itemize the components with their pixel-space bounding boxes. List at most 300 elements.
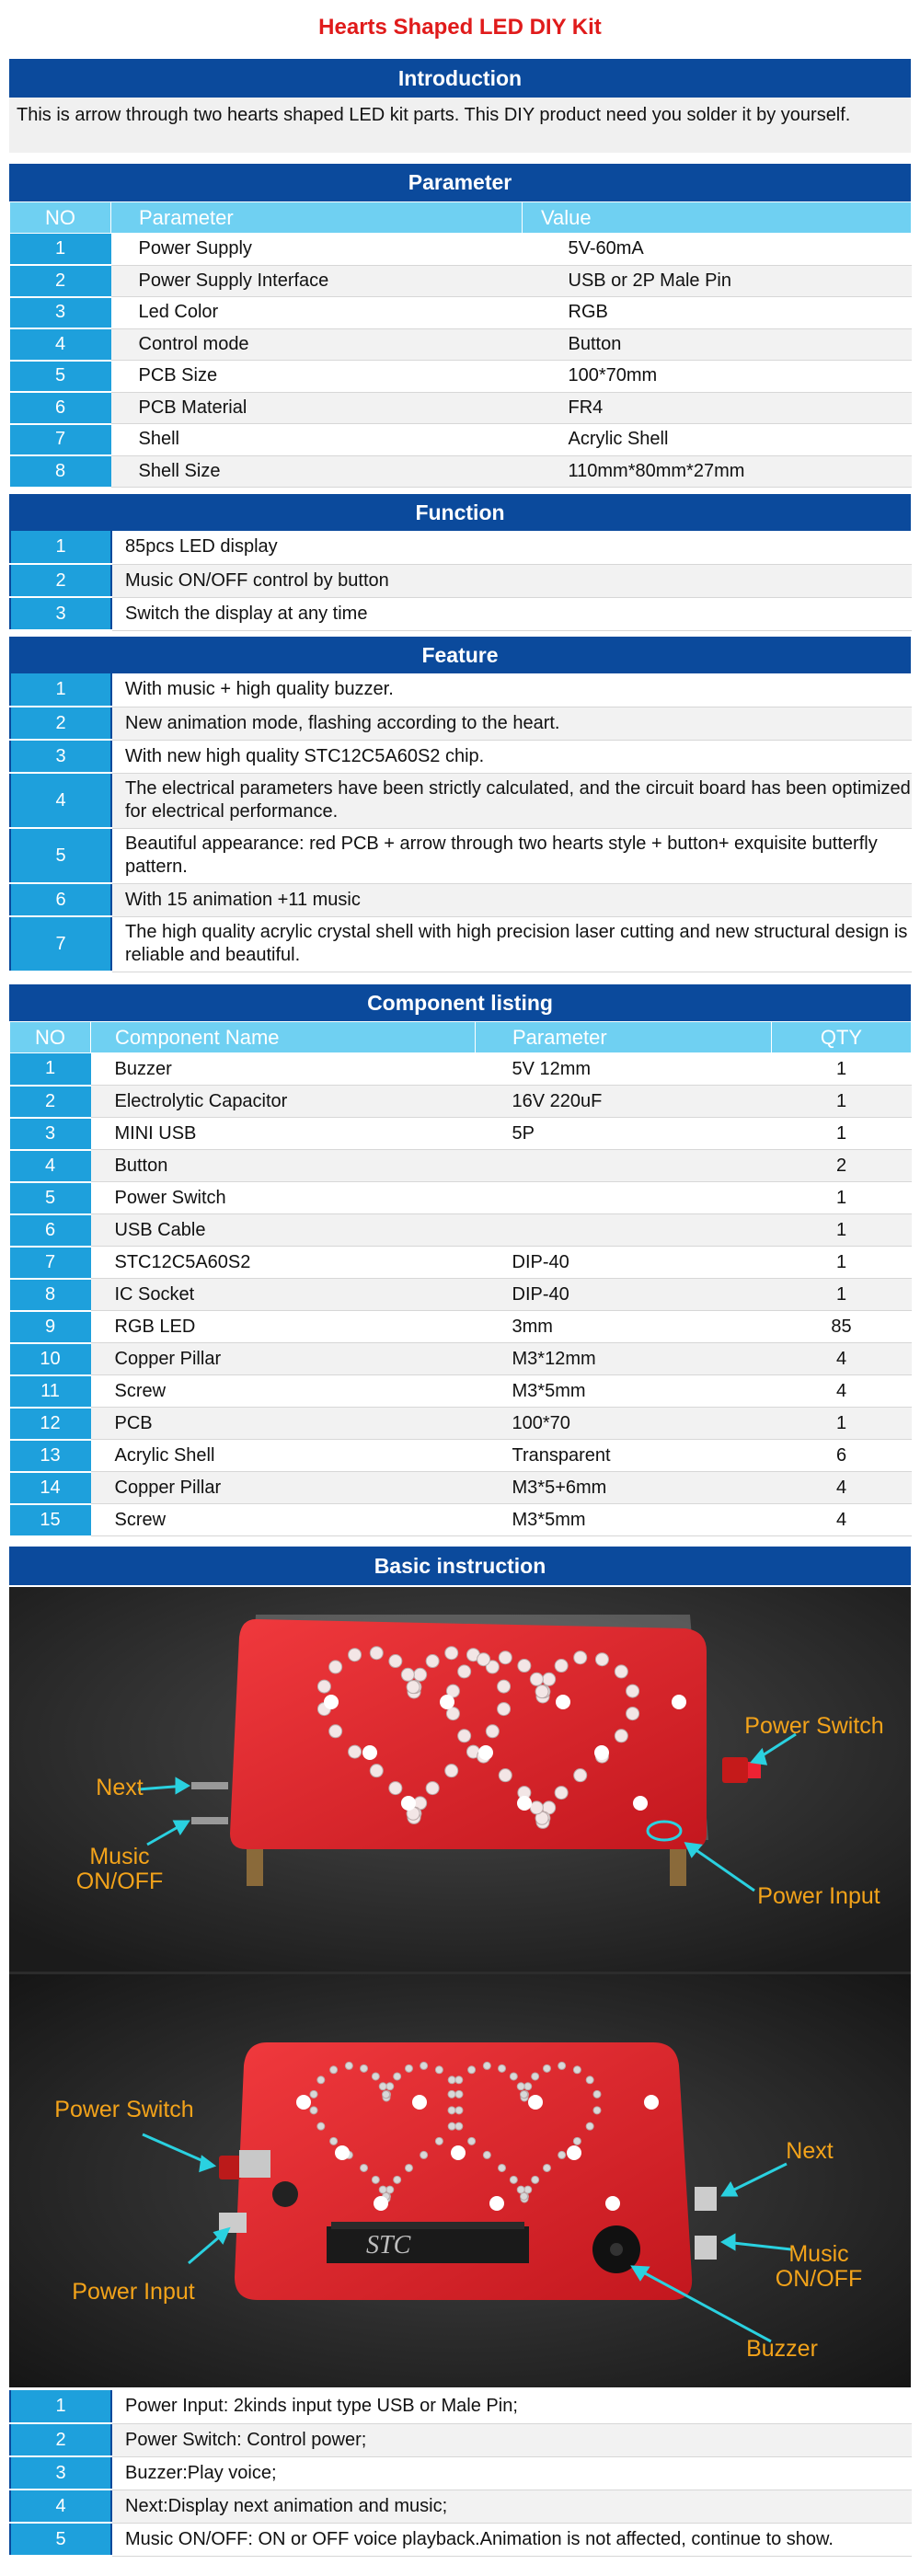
component-parameter: Transparent bbox=[476, 1440, 772, 1472]
led-dot bbox=[477, 1653, 490, 1666]
parameter-value: 110mm*80mm*27mm bbox=[523, 455, 912, 488]
label-bottom-next: Next bbox=[786, 2138, 834, 2164]
led-dot bbox=[389, 1655, 402, 1668]
led-dot bbox=[379, 2186, 386, 2193]
led-dot bbox=[499, 1769, 512, 1782]
row-number: 15 bbox=[10, 1504, 91, 1536]
instruction-heading: Basic instruction bbox=[9, 1547, 911, 1585]
parameter-row bbox=[10, 361, 912, 393]
led-dot bbox=[420, 2151, 428, 2158]
led-dot bbox=[455, 2076, 463, 2084]
led-dot bbox=[370, 1765, 383, 1777]
component-row bbox=[10, 1053, 912, 1086]
feature-text: The electrical parameters have been strictly calculated, and the circuit board has been optimized for electrical performance. bbox=[111, 773, 912, 828]
led-dot bbox=[574, 1651, 587, 1664]
led-dot bbox=[405, 2064, 412, 2072]
led-dot bbox=[499, 2064, 506, 2072]
instruction-row bbox=[10, 2390, 912, 2423]
row-number: 4 bbox=[10, 2490, 111, 2523]
row-number: 3 bbox=[10, 2456, 111, 2490]
row-number: 5 bbox=[10, 1182, 91, 1214]
led-dot bbox=[558, 2151, 566, 2158]
component-name: Copper Pillar bbox=[91, 1472, 476, 1504]
feature-heading: Feature bbox=[9, 637, 911, 673]
feature-text: Beautiful appearance: red PCB + arrow through two hearts style + button+ exquisite butterfly pattern. bbox=[111, 828, 912, 883]
component-col-parameter: Parameter bbox=[476, 1022, 772, 1053]
component-qty: 4 bbox=[772, 1472, 912, 1504]
led-dot bbox=[372, 2176, 379, 2183]
instruction-row bbox=[10, 2456, 912, 2490]
parameter-row bbox=[10, 455, 912, 488]
row-number: 1 bbox=[10, 673, 111, 707]
chip-brand-text: STC bbox=[366, 2231, 411, 2260]
component-qty: 2 bbox=[772, 1150, 912, 1182]
function-text: Switch the display at any time bbox=[111, 597, 912, 630]
parameter-row bbox=[10, 424, 912, 456]
led-dot bbox=[555, 1660, 568, 1673]
instruction-text: Power Switch: Control power; bbox=[111, 2423, 912, 2456]
row-number: 14 bbox=[10, 1472, 91, 1504]
parameter-name: PCB Material bbox=[111, 392, 523, 424]
component-qty: 1 bbox=[772, 1053, 912, 1086]
led-dot bbox=[420, 2062, 428, 2069]
label-bottom-power-switch: Power Switch bbox=[54, 2097, 194, 2122]
white-heart-print bbox=[401, 1796, 416, 1811]
component-qty: 1 bbox=[772, 1279, 912, 1311]
parameter-col-value: Value bbox=[523, 202, 912, 234]
component-heading: Component listing bbox=[9, 984, 911, 1021]
row-number: 5 bbox=[10, 2523, 111, 2556]
led-dot bbox=[524, 2186, 532, 2193]
component-parameter: DIP-40 bbox=[476, 1247, 772, 1279]
led-dot bbox=[330, 2066, 338, 2074]
intro-section bbox=[9, 59, 911, 153]
instruction-section bbox=[9, 1547, 911, 1585]
function-section bbox=[9, 494, 911, 631]
led-dot bbox=[394, 2073, 401, 2080]
white-heart-print bbox=[451, 2145, 466, 2160]
parameter-row bbox=[10, 328, 912, 361]
page-title: Hearts Shaped LED DIY Kit bbox=[318, 15, 602, 40]
feature-text: New animation mode, flashing according to the heart. bbox=[111, 707, 912, 740]
led-dot bbox=[498, 1703, 511, 1716]
parameter-table bbox=[9, 201, 912, 489]
component-name: Buzzer bbox=[91, 1053, 476, 1086]
component-row bbox=[10, 1311, 912, 1343]
white-heart-print bbox=[644, 2095, 659, 2110]
led-dot bbox=[558, 2062, 566, 2069]
instruction-text: Power Input: 2kinds input type USB or Male Pin; bbox=[111, 2390, 912, 2423]
function-row bbox=[10, 564, 912, 597]
component-parameter: DIP-40 bbox=[476, 1279, 772, 1311]
component-name: Screw bbox=[91, 1504, 476, 1536]
component-qty: 85 bbox=[772, 1311, 912, 1343]
function-row bbox=[10, 597, 912, 630]
led-dot bbox=[448, 2076, 455, 2084]
led-dot bbox=[345, 2062, 352, 2069]
component-parameter: 5P bbox=[476, 1118, 772, 1150]
parameter-value: 100*70mm bbox=[523, 361, 912, 393]
parameter-name: Led Color bbox=[111, 297, 523, 329]
product-photo bbox=[9, 1587, 911, 2387]
led-dot bbox=[317, 1680, 330, 1693]
led-dot bbox=[394, 2176, 401, 2183]
component-qty: 6 bbox=[772, 1440, 912, 1472]
component-header-row bbox=[10, 1022, 912, 1053]
row-number: 1 bbox=[10, 1053, 91, 1086]
led-dot bbox=[586, 2076, 593, 2084]
parameter-heading: Parameter bbox=[9, 164, 911, 201]
component-parameter: 16V 220uF bbox=[476, 1086, 772, 1118]
led-dot bbox=[483, 2151, 490, 2158]
label-bottom-power-input: Power Input bbox=[72, 2279, 195, 2305]
instruction-list-section bbox=[9, 2390, 911, 2557]
feature-table bbox=[9, 673, 912, 972]
led-dot bbox=[448, 2090, 455, 2098]
row-number: 1 bbox=[10, 234, 111, 266]
led-dot bbox=[361, 2164, 368, 2171]
function-table bbox=[9, 531, 912, 631]
component-name: IC Socket bbox=[91, 1279, 476, 1311]
led-dot bbox=[448, 2107, 455, 2114]
component-parameter bbox=[476, 1182, 772, 1214]
component-qty: 1 bbox=[772, 1408, 912, 1440]
white-heart-print bbox=[556, 1695, 570, 1709]
component-name: Acrylic Shell bbox=[91, 1440, 476, 1472]
label-bottom-buzzer: Buzzer bbox=[746, 2336, 818, 2362]
white-heart-print bbox=[567, 2145, 581, 2160]
row-number: 9 bbox=[10, 1311, 91, 1343]
row-number: 5 bbox=[10, 828, 111, 883]
led-dot bbox=[310, 2107, 317, 2114]
component-name: PCB bbox=[91, 1408, 476, 1440]
led-dot bbox=[458, 1665, 471, 1678]
component-name: Power Switch bbox=[91, 1182, 476, 1214]
component-parameter: 3mm bbox=[476, 1311, 772, 1343]
row-number: 8 bbox=[10, 1279, 91, 1311]
led-dot bbox=[521, 2091, 528, 2099]
led-dot bbox=[455, 2090, 463, 2098]
led-dot bbox=[386, 2083, 394, 2090]
led-dot bbox=[414, 1668, 427, 1681]
row-number: 2 bbox=[10, 265, 111, 297]
component-row bbox=[10, 1440, 912, 1472]
component-parameter: M3*5+6mm bbox=[476, 1472, 772, 1504]
row-number: 3 bbox=[10, 597, 111, 630]
led-dot bbox=[426, 1782, 439, 1795]
led-dot bbox=[329, 1725, 342, 1738]
white-heart-print bbox=[517, 1796, 532, 1811]
row-number: 7 bbox=[10, 916, 111, 972]
label-top-next: Next bbox=[96, 1775, 144, 1800]
white-heart-print bbox=[324, 1695, 339, 1709]
led-dot bbox=[543, 2164, 550, 2171]
white-heart-print bbox=[478, 1745, 493, 1760]
led-dot bbox=[317, 2122, 325, 2130]
component-parameter: M3*12mm bbox=[476, 1343, 772, 1375]
component-table bbox=[9, 1021, 912, 1537]
led-dot bbox=[530, 1801, 543, 1814]
white-heart-print bbox=[633, 1796, 648, 1811]
led-dot bbox=[615, 1730, 627, 1742]
row-number: 6 bbox=[10, 1214, 91, 1247]
parameter-header-row bbox=[10, 202, 912, 234]
parameter-value: Acrylic Shell bbox=[523, 424, 912, 456]
parameter-value: RGB bbox=[523, 297, 912, 329]
white-heart-print bbox=[412, 2095, 427, 2110]
parameter-col-no: NO bbox=[10, 202, 111, 234]
led-dot bbox=[349, 1745, 362, 1758]
intro-heading: Introduction bbox=[9, 59, 911, 98]
feature-text: With 15 animation +11 music bbox=[111, 883, 912, 916]
parameter-name: Control mode bbox=[111, 328, 523, 361]
led-dot bbox=[498, 1680, 511, 1693]
led-dot bbox=[593, 2090, 601, 2098]
component-row bbox=[10, 1375, 912, 1408]
led-dot bbox=[517, 2083, 524, 2090]
component-row bbox=[10, 1150, 912, 1182]
feature-text: With music + high quality buzzer. bbox=[111, 673, 912, 707]
component-name: RGB LED bbox=[91, 1311, 476, 1343]
component-qty: 1 bbox=[772, 1214, 912, 1247]
parameter-value: 5V-60mA bbox=[523, 234, 912, 266]
component-name: Copper Pillar bbox=[91, 1343, 476, 1375]
component-col-no: NO bbox=[10, 1022, 91, 1053]
feature-row bbox=[10, 828, 912, 883]
led-dot bbox=[407, 1681, 420, 1694]
parameter-row bbox=[10, 297, 912, 329]
led-dot bbox=[445, 1647, 458, 1660]
row-number: 3 bbox=[10, 297, 111, 329]
component-qty: 1 bbox=[772, 1086, 912, 1118]
row-number: 10 bbox=[10, 1343, 91, 1375]
led-dot bbox=[458, 1730, 471, 1742]
led-dot bbox=[330, 2137, 338, 2145]
component-qty: 4 bbox=[772, 1343, 912, 1375]
led-dot bbox=[615, 1665, 627, 1678]
led-dot bbox=[435, 2137, 443, 2145]
component-qty: 1 bbox=[772, 1247, 912, 1279]
function-text: Music ON/OFF control by button bbox=[111, 564, 912, 597]
row-number: 6 bbox=[10, 392, 111, 424]
component-row bbox=[10, 1279, 912, 1311]
led-dot bbox=[445, 1765, 458, 1777]
feature-row bbox=[10, 740, 912, 773]
led-dot bbox=[535, 1685, 548, 1698]
parameter-name: PCB Size bbox=[111, 361, 523, 393]
parameter-name: Shell Size bbox=[111, 455, 523, 488]
led-dot bbox=[448, 2122, 455, 2130]
led-dot bbox=[426, 1655, 439, 1668]
component-row bbox=[10, 1472, 912, 1504]
component-section bbox=[9, 984, 911, 1537]
led-dot bbox=[329, 1661, 342, 1673]
component-row bbox=[10, 1504, 912, 1536]
instruction-row bbox=[10, 2423, 912, 2456]
parameter-row bbox=[10, 234, 912, 266]
led-dot bbox=[435, 2066, 443, 2074]
led-dot bbox=[518, 1660, 531, 1673]
label-top-music: Music ON/OFF bbox=[75, 1844, 164, 1894]
led-dot bbox=[401, 1668, 414, 1681]
feature-row bbox=[10, 883, 912, 916]
component-name: USB Cable bbox=[91, 1214, 476, 1247]
feature-section bbox=[9, 637, 911, 972]
parameter-name: Power Supply Interface bbox=[111, 265, 523, 297]
led-dot bbox=[386, 2186, 394, 2193]
row-number: 4 bbox=[10, 773, 111, 828]
row-number: 4 bbox=[10, 1150, 91, 1182]
feature-row bbox=[10, 707, 912, 740]
feature-row bbox=[10, 773, 912, 828]
led-dot bbox=[574, 1769, 587, 1782]
led-dot bbox=[405, 2164, 412, 2171]
row-number: 7 bbox=[10, 1247, 91, 1279]
top-board bbox=[191, 1615, 761, 1886]
component-row bbox=[10, 1247, 912, 1279]
led-dot bbox=[468, 2066, 476, 2074]
led-dot bbox=[317, 2076, 325, 2084]
row-number: 2 bbox=[10, 2423, 111, 2456]
white-heart-print bbox=[489, 2196, 504, 2211]
led-dot bbox=[524, 2083, 532, 2090]
feature-text: With new high quality STC12C5A60S2 chip. bbox=[111, 740, 912, 773]
component-name: MINI USB bbox=[91, 1118, 476, 1150]
component-row bbox=[10, 1086, 912, 1118]
row-number: 4 bbox=[10, 328, 111, 361]
white-heart-print bbox=[440, 1695, 454, 1709]
instruction-text: Music ON/OFF: ON or OFF voice playback.Animation is not affected, continue to show. bbox=[111, 2523, 912, 2556]
row-number: 12 bbox=[10, 1408, 91, 1440]
led-dot bbox=[310, 2090, 317, 2098]
instruction-row bbox=[10, 2523, 912, 2556]
led-dot bbox=[532, 2073, 539, 2080]
parameter-name: Shell bbox=[111, 424, 523, 456]
led-dot bbox=[543, 1673, 556, 1685]
parameter-name: Power Supply bbox=[111, 234, 523, 266]
feature-text: The high quality acrylic crystal shell with high precision laser cutting and new structural design is reliable and beautiful. bbox=[111, 916, 912, 972]
parameter-value: FR4 bbox=[523, 392, 912, 424]
component-name: Electrolytic Capacitor bbox=[91, 1086, 476, 1118]
led-dot bbox=[532, 2176, 539, 2183]
row-number: 2 bbox=[10, 1086, 91, 1118]
led-dot bbox=[510, 2073, 517, 2080]
row-number: 2 bbox=[10, 564, 111, 597]
component-name: STC12C5A60S2 bbox=[91, 1247, 476, 1279]
white-heart-print bbox=[335, 2145, 350, 2160]
led-dot bbox=[593, 2107, 601, 2114]
led-dot bbox=[586, 2122, 593, 2130]
row-number: 1 bbox=[10, 531, 111, 564]
component-row bbox=[10, 1214, 912, 1247]
instruction-text: Next:Display next animation and music; bbox=[111, 2490, 912, 2523]
component-parameter bbox=[476, 1214, 772, 1247]
led-dot bbox=[521, 2192, 528, 2200]
function-row bbox=[10, 531, 912, 564]
instruction-row bbox=[10, 2490, 912, 2523]
led-dot bbox=[573, 2066, 581, 2074]
led-dot bbox=[389, 1782, 402, 1795]
parameter-row bbox=[10, 265, 912, 297]
led-dot bbox=[455, 2107, 463, 2114]
row-number: 6 bbox=[10, 883, 111, 916]
component-parameter bbox=[476, 1150, 772, 1182]
led-dot bbox=[595, 1653, 608, 1666]
bottom-board bbox=[219, 2042, 717, 2300]
white-heart-print bbox=[528, 2095, 543, 2110]
led-dot bbox=[517, 2186, 524, 2193]
component-row bbox=[10, 1118, 912, 1150]
row-number: 1 bbox=[10, 2390, 111, 2423]
led-dot bbox=[383, 2091, 390, 2099]
instruction-text: Buzzer:Play voice; bbox=[111, 2456, 912, 2490]
component-qty: 1 bbox=[772, 1118, 912, 1150]
label-bottom-music: Music ON/OFF bbox=[775, 2241, 863, 2292]
component-qty: 4 bbox=[772, 1504, 912, 1536]
component-parameter: 100*70 bbox=[476, 1408, 772, 1440]
led-dot bbox=[468, 2137, 476, 2145]
led-dot bbox=[379, 2083, 386, 2090]
row-number: 11 bbox=[10, 1375, 91, 1408]
parameter-section bbox=[9, 164, 911, 489]
led-dot bbox=[499, 2164, 506, 2171]
component-parameter: 5V 12mm bbox=[476, 1053, 772, 1086]
intro-text: This is arrow through two hearts shaped LED kit parts. This DIY product need you solder it by yourself. bbox=[9, 98, 911, 153]
row-number: 13 bbox=[10, 1440, 91, 1472]
white-heart-print bbox=[672, 1695, 686, 1709]
row-number: 2 bbox=[10, 707, 111, 740]
row-number: 7 bbox=[10, 424, 111, 456]
component-col-name: Component Name bbox=[91, 1022, 476, 1053]
led-dot bbox=[627, 1708, 639, 1720]
row-number: 8 bbox=[10, 455, 111, 488]
component-parameter: M3*5mm bbox=[476, 1504, 772, 1536]
label-top-power-switch: Power Switch bbox=[744, 1713, 884, 1739]
parameter-value: USB or 2P Male Pin bbox=[523, 265, 912, 297]
led-dot bbox=[483, 2062, 490, 2069]
function-text: 85pcs LED display bbox=[111, 531, 912, 564]
led-dot bbox=[370, 1647, 383, 1660]
parameter-row bbox=[10, 392, 912, 424]
row-number: 3 bbox=[10, 1118, 91, 1150]
white-heart-print bbox=[374, 2196, 388, 2211]
led-dot bbox=[486, 1725, 499, 1738]
white-heart-print bbox=[605, 2196, 620, 2211]
component-qty: 1 bbox=[772, 1182, 912, 1214]
component-col-qty: QTY bbox=[772, 1022, 912, 1053]
component-name: Screw bbox=[91, 1375, 476, 1408]
led-dot bbox=[510, 2176, 517, 2183]
component-row bbox=[10, 1182, 912, 1214]
label-top-power-input: Power Input bbox=[757, 1883, 880, 1909]
led-dot bbox=[349, 1649, 362, 1662]
led-dot bbox=[627, 1685, 639, 1697]
row-number: 3 bbox=[10, 740, 111, 773]
feature-row bbox=[10, 673, 912, 707]
component-row bbox=[10, 1343, 912, 1375]
component-parameter: M3*5mm bbox=[476, 1375, 772, 1408]
component-row bbox=[10, 1408, 912, 1440]
led-dot bbox=[573, 2137, 581, 2145]
led-dot bbox=[372, 2073, 379, 2080]
parameter-value: Button bbox=[523, 328, 912, 361]
led-dot bbox=[499, 1651, 512, 1664]
white-heart-print bbox=[594, 1745, 609, 1760]
row-number: 5 bbox=[10, 361, 111, 393]
parameter-col-parameter: Parameter bbox=[111, 202, 523, 234]
led-dot bbox=[555, 1787, 568, 1800]
instruction-table bbox=[9, 2390, 912, 2557]
